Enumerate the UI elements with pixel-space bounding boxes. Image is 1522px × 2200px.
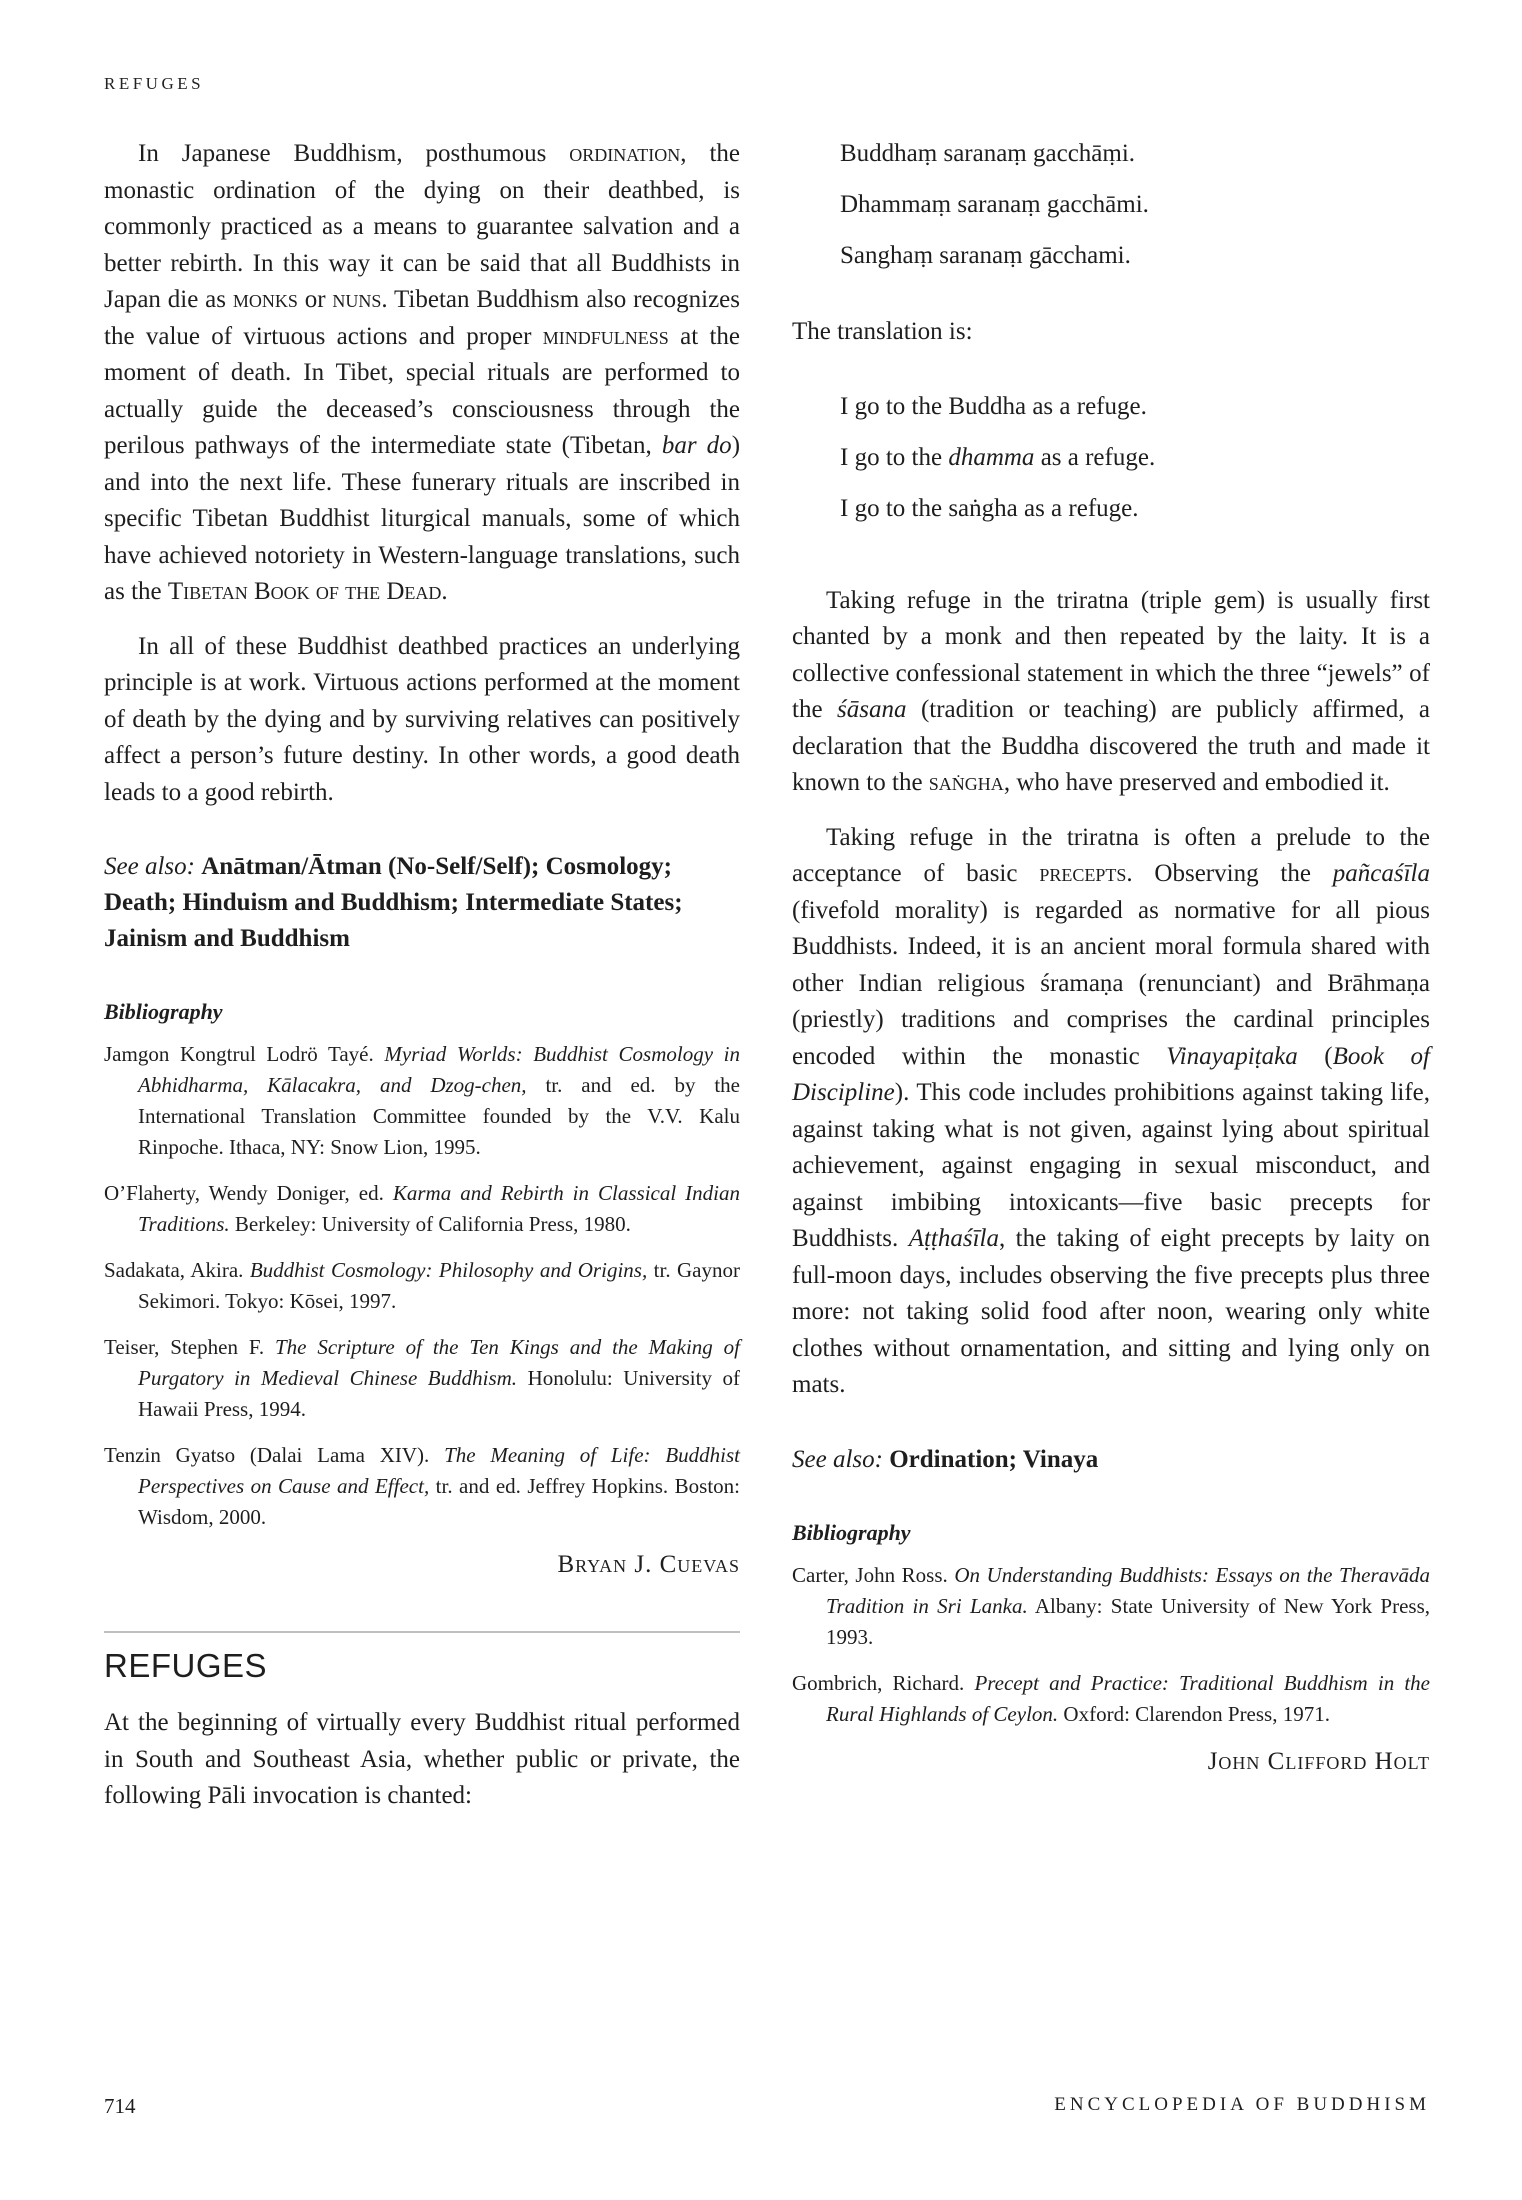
- see-also-refs[interactable]: Anātman/Ātman (No-Self/Self); Cosmology; Death; Hinduism and Buddhism; Intermediate States; Jainism and Buddhism: [104, 853, 683, 952]
- see-also-left: [104, 849, 740, 957]
- pali-line: Sanghaṃ saranaṃ gācchami.: [840, 242, 1131, 269]
- bibliography-entry: Tenzin Gyatso (Dalai Lama XIV). The Meaning of Life: Buddhist Perspectives on Cause and Effect, tr. and ed. Jeffrey Hopkins. Boston: Wisdom, 2000.: [104, 1443, 740, 1529]
- see-also-right: [792, 1442, 1430, 1478]
- left-column: [104, 136, 740, 1833]
- bibliography-list: [792, 1560, 1430, 1730]
- paragraph-deathbed-practices: In all of these Buddhist deathbed practices an underlying principle is at work. Virtuous actions performed at the moment of death by the dying and by surviving relatives can positively affect a person’s future destiny. In other words, a good death leads to a good rebirth.: [104, 632, 740, 806]
- translation-line: I go to the saṅgha as a refuge.: [840, 494, 1139, 522]
- bibliography-entry: Gombrich, Richard. Precept and Practice: Traditional Buddhism in the Rural Highlands of Ceylon. Oxford: Clarendon Press, 1971.: [792, 1670, 1431, 1726]
- paragraph-precepts: Taking refuge in the triratna is often a prelude to the acceptance of basic precepts. Observing the pañcaśīla (fivefold morality) is regarded as normative for all pious Buddhists. Indeed, it is an ancient moral formula shared with other Indian religious śramaṇa (renunciant) and Brāhmaṇa (priestly) traditions and comprises the cardinal principles encoded within the monastic Vinayapiṭaka (Book of Discipline). This code includes prohibitions against taking life, against taking what is not given, against lying about spiritual achievement, against engaging in sexual misconduct, and against imbibing intoxicants—five basic precepts for Buddhists. Aṭṭhaśīla, the taking of eight precepts by laity on full-moon days, includes observing the five precepts plus three more: not taking solid food after noon, wearing only white clothes without ornamentation, and sitting and lying only on mats.: [792, 823, 1431, 1398]
- author-signature: John Clifford Holt: [1207, 1747, 1430, 1775]
- bibliography-entry: Carter, John Ross. On Understanding Buddhists: Essays on the Theravāda Tradition in Sri Lanka. Albany: State University of New York Press, 1993.: [792, 1562, 1430, 1649]
- see-also-refs[interactable]: Ordination; Vinaya: [889, 1445, 1099, 1473]
- section-divider: [104, 1631, 740, 1633]
- paragraph-refuges-intro: At the beginning of virtually every Buddhist ritual performed in South and Southeast Asia, whether public or private, the following Pāli invocation is chanted:: [104, 1709, 740, 1809]
- running-head: REFUGES: [104, 74, 205, 93]
- translation-line: I go to the Buddha as a refuge.: [840, 392, 1147, 420]
- entry-title: REFUGES: [104, 1647, 268, 1684]
- pali-line: Buddhaṃ saranaṃ gacchāṃi.: [840, 140, 1136, 167]
- paragraph-triratna: Taking refuge in the triratna (triple gem) is usually first chanted by a monk and then repeated by the laity. It is a collective confessional statement in which the three “jewels” of the śāsana (tradition or teaching) are publicly affirmed, a declaration that the Buddha discovered the truth and made it known to the saṅgha, who have preserved and embodied it.: [792, 586, 1431, 796]
- see-also-label: See also:: [104, 853, 195, 880]
- book-title: ENCYCLOPEDIA OF BUDDHISM: [1054, 2094, 1430, 2115]
- bibliography-entry: Jamgon Kongtrul Lodrö Tayé. Myriad Worlds: Buddhist Cosmology in Abhidharma, Kālacakra, and Dzog-chen, tr. and ed. by the International Translation Committee founded by the V.V. Kalu Rinpoche. Ithaca, NY: Snow Lion, 1995.: [104, 1042, 740, 1159]
- pali-line: Dhammaṃ saranaṃ gacchāmi.: [840, 191, 1149, 218]
- bibliography-entry: Sadakata, Akira. Buddhist Cosmology: Philosophy and Origins, tr. Gaynor Sekimori. Tokyo: Kōsei, 1997.: [104, 1258, 740, 1313]
- paragraph-japanese-buddhism: In Japanese Buddhism, posthumous ordination, the monastic ordination of the dying on their deathbed, is commonly practiced as a means to guarantee salvation and a better rebirth. In this way it can be said that all Buddhists in Japan die as monks or nuns. Tibetan Buddhism also recognizes the value of virtuous actions and proper mindfulness at the moment of death. In Tibet, special rituals are performed to actually guide the deceased’s consciousness through the perilous pathways of the intermediate state (Tibetan, bar do) and into the next life. These funerary rituals are inscribed in specific Tibetan Buddhist liturgical manuals, some of which have achieved notoriety in Western-language translations, such as the Tibetan Book of the Dead.: [104, 140, 741, 605]
- see-also-label: See also:: [792, 1445, 883, 1473]
- translation-intro: The translation is:: [792, 318, 973, 345]
- author-signature: Bryan J. Cuevas: [557, 1551, 740, 1578]
- right-column: [792, 136, 1430, 1776]
- bibliography-entry: O’Flaherty, Wendy Doniger, ed. Karma and Rebirth in Classical Indian Traditions. Berkeley: University of California Press, 1980.: [104, 1181, 740, 1236]
- page-number: 714: [104, 2094, 136, 2118]
- bibliography-list: [104, 1039, 740, 1533]
- bibliography-heading: Bibliography: [792, 1519, 911, 1545]
- bibliography-entry: Teiser, Stephen F. The Scripture of the Ten Kings and the Making of Purgatory in Medieval Chinese Buddhism. Honolulu: University of Hawaii Press, 1994.: [104, 1335, 740, 1421]
- bibliography-heading: Bibliography: [104, 999, 223, 1024]
- translation-line: I go to the dhamma as a refuge.: [840, 443, 1156, 471]
